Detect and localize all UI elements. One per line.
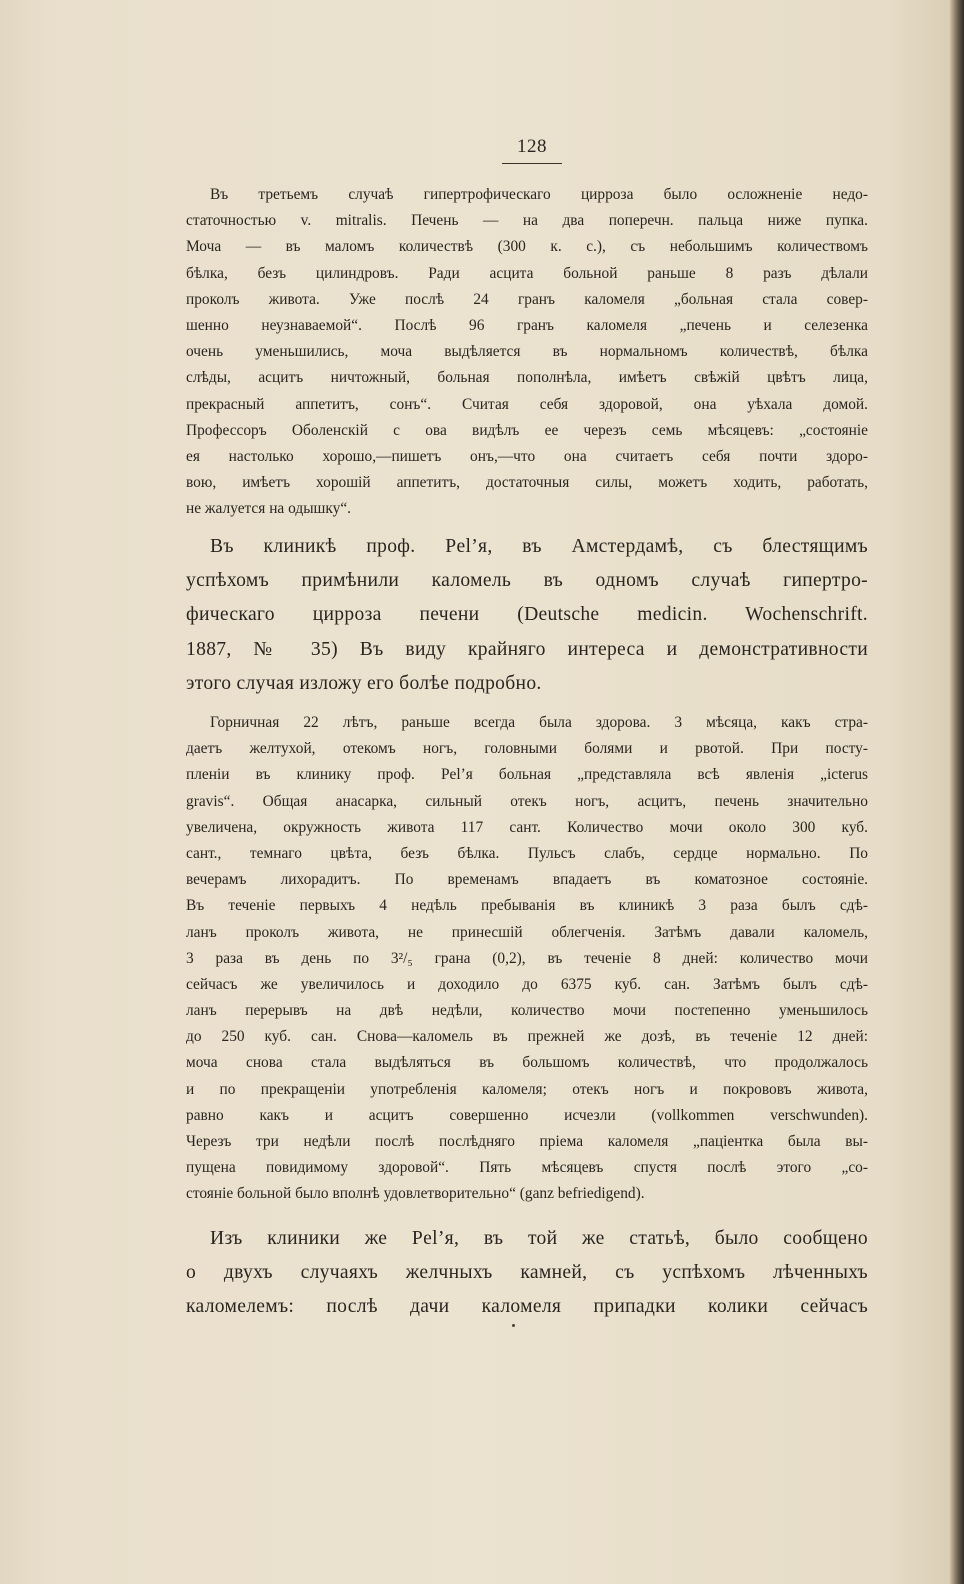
text-line: 1887, № 35) Въ виду крайняго интереса и демонстративности — [186, 638, 868, 660]
text-line: слѣды, асцитъ ничтожный, больная пополнѣла, имѣетъ свѣжій цвѣтъ лица, — [186, 369, 868, 387]
text-line: ея настолько хорошо,—пишетъ онъ,—что она считаетъ себя почти здоро- — [186, 447, 868, 465]
text-line: пущена повидимому здоровой“. Пять мѣсяцевъ спустя послѣ этого „со- — [186, 1159, 868, 1177]
paragraph-2 — [186, 530, 868, 701]
text-line: 3 раза въ день по 3²/₅ грана (0,2), въ теченіе 8 дней: количество мочи — [186, 949, 868, 967]
text-line: шенно неузнаваемой“. Послѣ 96 гранъ каломеля „печень и селезенка — [186, 316, 868, 334]
text-line: фическаго цирроза печени (Deutsche medicin. Wochenschrift. — [186, 604, 868, 626]
text-line: успѣхомъ примѣнили каломель въ одномъ случаѣ гипертро- — [186, 570, 868, 592]
text-line: моча снова стала выдѣляться въ большомъ количествѣ, что продолжалось — [186, 1054, 868, 1072]
page-number-rule — [502, 163, 562, 164]
text-line: сейчасъ же увеличилось и доходило до 6375 куб. сан. Затѣмъ былъ сдѣ- — [186, 975, 868, 993]
text-line: и по прекращеніи употребленія каломеля; отекъ ногъ и покрововъ живота, — [186, 1080, 868, 1098]
text-line: сант., темнаго цвѣта, безъ бѣлка. Пульсъ слабъ, сердце нормально. По — [186, 844, 868, 862]
text-line: Въ теченіе первыхъ 4 недѣль пребыванія въ клиникѣ 3 раза былъ сдѣ- — [186, 897, 868, 915]
text-line: стояніе больной было вполнѣ удовлетворительно“ (ganz befriedigend). — [186, 1185, 645, 1203]
text-line: статочностью v. mitralis. Печень — на два поперечн. пальца ниже пупка. — [186, 212, 868, 230]
text-line: ланъ перерывъ на двѣ недѣли, количество мочи постепенно уменьшилось — [186, 1002, 868, 1020]
text-line: вечерамъ лихорадитъ. По временамъ впадаетъ въ коматозное состояніе. — [186, 871, 868, 889]
text-line: до 250 куб. сан. Снова—каломель въ прежней же дозѣ, въ теченіе 12 дней: — [186, 1028, 868, 1046]
text-line: Моча — въ маломъ количествѣ (300 к. с.), съ небольшимъ количествомъ — [186, 238, 868, 256]
text-line: бѣлка, безъ цилиндровъ. Ради асцита больной раньше 8 разъ дѣлали — [186, 264, 868, 282]
text-line: о двухъ случаяхъ желчныхъ камней, съ успѣхомъ лѣченныхъ — [186, 1262, 868, 1284]
text-line: ланъ проколъ живота, не принесшій облегченія. Затѣмъ давали каломель, — [186, 923, 868, 941]
text-line: не жалуется на одышку“. — [186, 500, 352, 518]
paragraph-4 — [186, 1222, 868, 1325]
text-line: Въ клиникѣ проф. Pel’я, въ Амстердамѣ, съ блестящимъ — [210, 536, 868, 557]
paragraph-1 — [186, 182, 868, 522]
text-line: очень уменьшились, моча выдѣляется въ нормальномъ количествѣ, бѣлка — [186, 343, 868, 361]
text-line: Профессоръ Оболенскій с ова видѣлъ ее черезъ семь мѣсяцевъ: „состояніе — [186, 421, 868, 439]
paragraph-3 — [186, 710, 868, 1208]
page-number: 128 — [517, 136, 547, 157]
text-line: gravis“. Общая анасарка, сильный отекъ ногъ, асцитъ, печень значительно — [186, 792, 868, 810]
text-line: вою, имѣетъ хорошій аппетитъ, достаточныя силы, можетъ ходить, работать, — [186, 474, 868, 492]
text-line: Изъ клиники же Pel’я, въ той же статьѣ, было сообщено — [210, 1228, 868, 1249]
text-line: прекрасный аппетитъ, сонъ“. Считая себя здоровой, она уѣхала домой. — [186, 395, 868, 413]
text-line: Черезъ три недѣли послѣ послѣдняго пріема каломеля „паціентка была вы- — [186, 1133, 868, 1150]
text-line: проколъ живота. Уже послѣ 24 гранъ каломеля „больная стала совер- — [186, 290, 868, 308]
text-line: увеличена, окружность живота 117 сант. Количество мочи около 300 куб. — [186, 818, 868, 836]
text-line: пленіи въ клинику проф. Pel’я больная „представляла всѣ явленія „icterus — [186, 766, 868, 784]
text-line: этого случая изложу его болѣе подробно. — [186, 672, 542, 694]
ink-speck — [512, 1324, 515, 1327]
text-line: Въ третьемъ случаѣ гипертрофическаго цирроза было осложненіе недо- — [210, 186, 868, 203]
text-line: Горничная 22 лѣтъ, раньше всегда была здорова. 3 мѣсяца, какъ стра- — [210, 714, 868, 731]
text-line: каломелемъ: послѣ дачи каломеля припадки колики сейчасъ — [186, 1296, 868, 1318]
text-line: равно какъ и асцитъ совершенно исчезли (vollkommen verschwunden). — [186, 1106, 868, 1124]
page-edge-shadow — [950, 0, 964, 1584]
text-line: даетъ желтухой, отекомъ ногъ, головными болями и рвотой. При посту- — [186, 740, 868, 758]
